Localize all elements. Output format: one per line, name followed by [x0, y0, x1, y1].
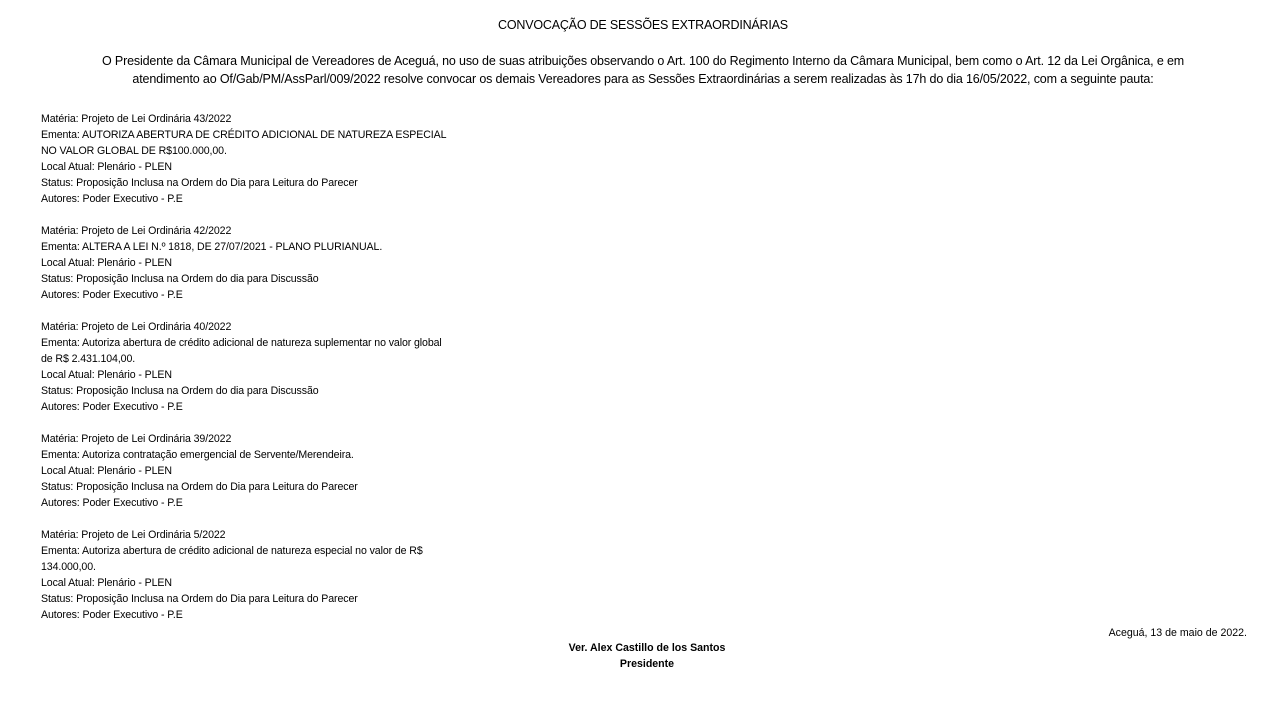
item-local: Local Atual: Plenário - PLEN: [41, 577, 172, 589]
item-autores: Autores: Poder Executivo - P.E: [41, 609, 183, 621]
intro-paragraph: [0, 52, 1280, 88]
item-materia: Matéria: Projeto de Lei Ordinária 43/2022: [41, 113, 232, 125]
document-title: CONVOCAÇÃO DE SESSÕES EXTRAORDINÁRIAS: [498, 18, 788, 32]
item-local: Local Atual: Plenário - PLEN: [41, 369, 172, 381]
item-local: Local Atual: Plenário - PLEN: [41, 161, 172, 173]
signature-name: Ver. Alex Castillo de los Santos: [568, 642, 726, 654]
item-status: Status: Proposição Inclusa na Ordem do Dia para Leitura do Parecer: [41, 593, 358, 605]
item-autores: Autores: Poder Executivo - P.E: [41, 289, 183, 301]
item-autores: Autores: Poder Executivo - P.E: [41, 193, 183, 205]
item-status: Status: Proposição Inclusa na Ordem do Dia para Leitura do Parecer: [41, 481, 358, 493]
item-materia: Matéria: Projeto de Lei Ordinária 39/2022: [41, 433, 232, 445]
item-autores: Autores: Poder Executivo - P.E: [41, 401, 183, 413]
agenda-item: [41, 431, 641, 511]
item-materia: Matéria: Projeto de Lei Ordinária 42/2022: [41, 225, 232, 237]
agenda-item: [41, 223, 641, 303]
item-local: Local Atual: Plenário - PLEN: [41, 257, 172, 269]
item-ementa: Ementa: Autoriza contratação emergencial de Servente/Merendeira.: [41, 449, 354, 461]
intro-line: O Presidente da Câmara Municipal de Vereadores de Aceguá, no uso de suas atribuições observando o Art. 100 do Regimento Interno da Câmara Municipal, bem como o Art. 12 da Lei Orgânica, e em: [101, 54, 1185, 68]
item-ementa-continuation: NO VALOR GLOBAL DE R$100.000,00.: [41, 145, 227, 157]
agenda-item: [41, 527, 641, 623]
item-ementa: Ementa: AUTORIZA ABERTURA DE CRÉDITO ADICIONAL DE NATUREZA ESPECIAL: [41, 129, 447, 141]
intro-line: atendimento ao Of/Gab/PM/AssParl/009/2022 resolve convocar os demais Vereadores para as Sessões Extraordinárias a serem realizadas às 17h do dia 16/05/2022, com a seguinte pauta:: [132, 72, 1154, 86]
agenda-item: [41, 111, 641, 207]
date-line: Aceguá, 13 de maio de 2022.: [1108, 627, 1247, 639]
item-local: Local Atual: Plenário - PLEN: [41, 465, 172, 477]
item-materia: Matéria: Projeto de Lei Ordinária 5/2022: [41, 529, 226, 541]
signature-block: [547, 640, 747, 672]
item-ementa-continuation: de R$ 2.431.104,00.: [41, 353, 136, 365]
item-ementa: Ementa: ALTERA A LEI N.º 1818, DE 27/07/2021 - PLANO PLURIANUAL.: [41, 241, 383, 253]
item-ementa: Ementa: Autoriza abertura de crédito adicional de natureza suplementar no valor global: [41, 337, 442, 349]
item-ementa-continuation: 134.000,00.: [41, 561, 96, 573]
item-status: Status: Proposição Inclusa na Ordem do dia para Discussão: [41, 273, 319, 285]
signature-role: Presidente: [619, 658, 675, 670]
item-materia: Matéria: Projeto de Lei Ordinária 40/2022: [41, 321, 232, 333]
item-ementa: Ementa: Autoriza abertura de crédito adicional de natureza especial no valor de R$: [41, 545, 423, 557]
item-status: Status: Proposição Inclusa na Ordem do Dia para Leitura do Parecer: [41, 177, 358, 189]
agenda-item: [41, 319, 641, 415]
item-autores: Autores: Poder Executivo - P.E: [41, 497, 183, 509]
agenda-list: [41, 111, 641, 639]
item-status: Status: Proposição Inclusa na Ordem do dia para Discussão: [41, 385, 319, 397]
